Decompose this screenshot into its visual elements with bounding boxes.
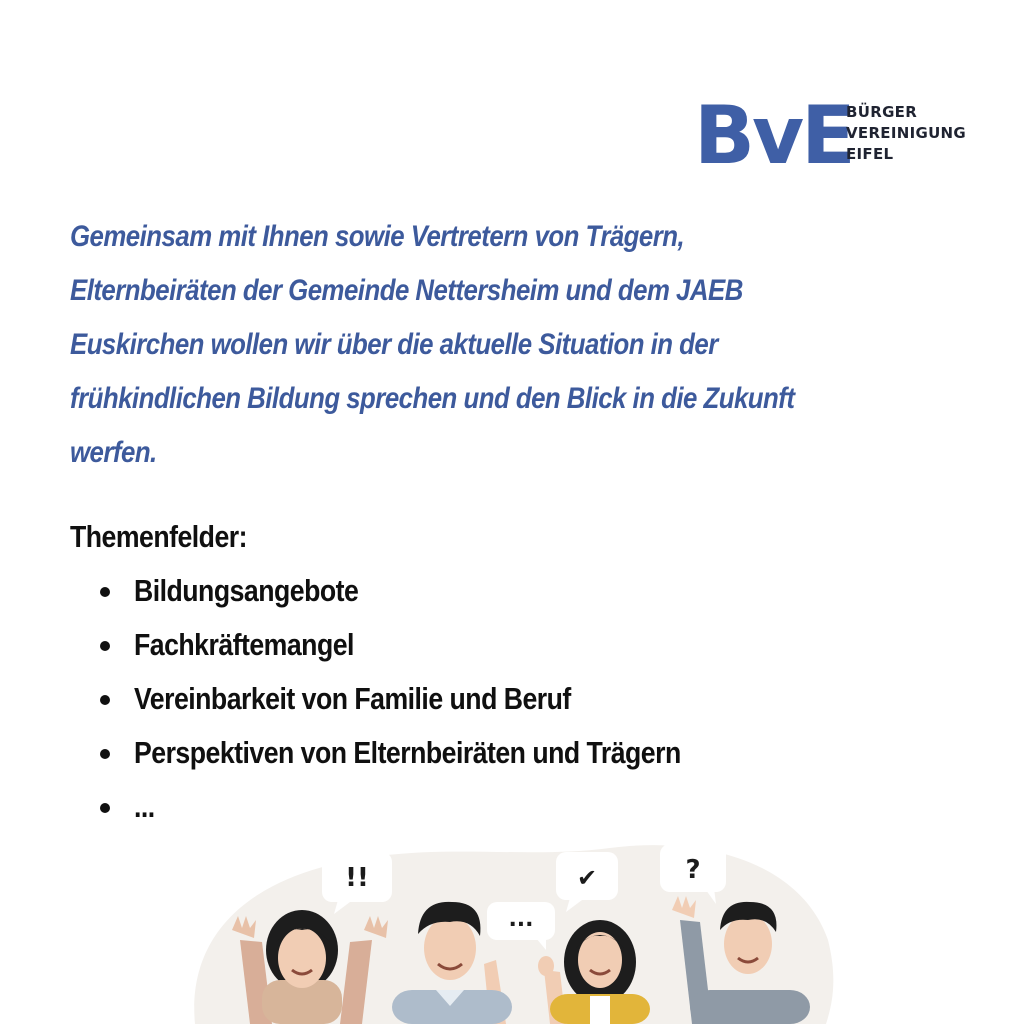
intro-line-5: werfen. — [70, 436, 157, 469]
bullet-icon — [100, 749, 110, 759]
svg-text:✔: ✔ — [576, 864, 598, 892]
logo-wordmark — [846, 102, 986, 165]
people-discussion-illustration — [0, 830, 1024, 1024]
intro-paragraph — [70, 210, 844, 480]
topics-heading: Themenfelder: — [70, 519, 247, 554]
topic-text: Vereinbarkeit von Familie und Beruf — [134, 681, 571, 716]
bullet-icon — [100, 587, 110, 597]
logo-line-2: VEREINIGUNG — [846, 124, 967, 142]
svg-text:!!: !! — [345, 863, 369, 893]
logo-mark: BvE — [694, 89, 853, 182]
list-item — [100, 565, 900, 619]
topic-text: ... — [134, 789, 155, 824]
topic-text: Perspektiven von Elternbeiräten und Trägern — [134, 735, 681, 770]
list-item — [100, 781, 900, 835]
list-item — [100, 619, 900, 673]
topics-list — [100, 565, 900, 835]
topic-text: Fachkräftemangel — [134, 627, 354, 662]
bullet-icon — [100, 803, 110, 813]
list-item — [100, 727, 900, 781]
logo-line-1: BÜRGER — [846, 103, 918, 121]
list-item — [100, 673, 900, 727]
bullet-icon — [100, 695, 110, 705]
intro-line-2: Elternbeiräten der Gemeinde Nettersheim und dem JAEB — [70, 274, 743, 307]
topic-text: Bildungsangebote — [134, 573, 359, 608]
intro-line-1: Gemeinsam mit Ihnen sowie Vertretern von Trägern, — [70, 220, 685, 253]
intro-line-3: Euskirchen wollen wir über die aktuelle Situation in der — [70, 328, 718, 361]
svg-text:?: ? — [685, 855, 701, 885]
intro-line-4: frühkindlichen Bildung sprechen und den Blick in die Zukunft — [70, 382, 795, 415]
logo-line-3: EIFEL — [846, 145, 894, 163]
bullet-icon — [100, 641, 110, 651]
svg-text:...: ... — [508, 907, 534, 932]
